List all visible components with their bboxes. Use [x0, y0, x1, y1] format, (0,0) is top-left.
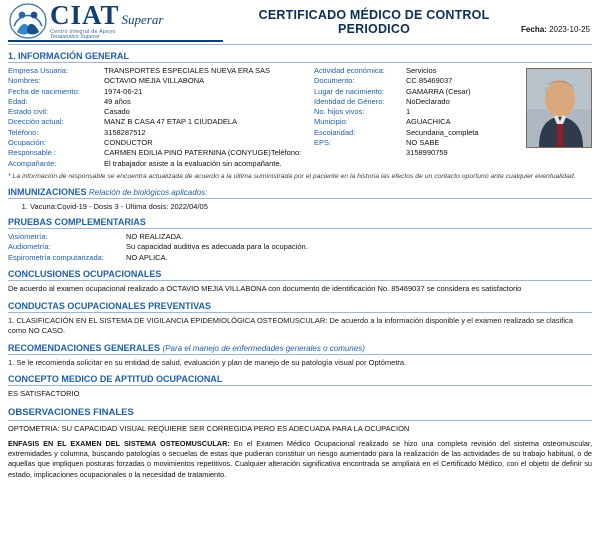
logo-subtitle-2: Terapéutico Superar — [50, 34, 100, 40]
observaciones-final-bold: ENFASIS EN EL EXAMEN DEL SISTEMA OSTEOMUSCULAR: — [8, 438, 230, 448]
conductas-list — [8, 316, 592, 337]
info-key: Teléfono: — [8, 127, 39, 137]
info-key: Ocupación: — [8, 138, 46, 148]
info-value: El trabajador asiste a la evaluación sin acompañante. — [104, 158, 282, 168]
logo-suffix: Superar — [121, 11, 164, 27]
section-conclusiones-title: CONCLUSIONES OCUPACIONALES — [8, 269, 162, 280]
section-concepto-rule — [8, 385, 592, 386]
patient-photo — [526, 68, 592, 148]
info-value: CONDUCTOR — [104, 138, 153, 148]
ciat-logo-icon — [8, 2, 48, 40]
section-recomendaciones-rule — [8, 354, 592, 355]
info-key: EPS: — [314, 138, 332, 148]
info-row — [314, 148, 520, 158]
general-info-right-column — [314, 66, 520, 169]
document-date — [521, 11, 592, 34]
observaciones-final-paragraph — [8, 439, 592, 480]
info-row — [314, 138, 520, 148]
section-observaciones-rule — [8, 420, 592, 421]
info-value: Servicios — [406, 66, 437, 75]
info-key: Fecha de nacimiento: — [8, 86, 80, 96]
section-inmunizaciones-title — [8, 187, 592, 197]
observaciones-final-rest: En el Examen Médico Ocupacional realizado se hizo una completa revisión del sistema osteomuscular, extremidades y columna, buscando patologías o secuelas de estas que pudieran constituir un riesgo aumentado para la realización de las actividades de su trabajo habitual, o de aquellas que impliquen posturas forzadas o movimientos repetitivos. Cualquier alteración significativa encontrada se ampliará en el Certificado Médico, con el objeto de definir su estado, implicaciones ocupacionales o la necesidad de tratamiento. — [8, 438, 592, 479]
info-row — [8, 138, 308, 148]
recomendaciones-list — [8, 358, 592, 369]
info-row — [314, 87, 520, 97]
info-value: NoDeclarado — [406, 96, 450, 106]
pruebas-row — [8, 253, 592, 264]
header-divider — [8, 44, 592, 45]
general-info-block — [8, 66, 592, 169]
section-general-info-title: 1. INFORMACIÓN GENERAL — [8, 51, 130, 61]
recomendaciones-note: (Para el manejo de enfermedades generales o comunes) — [162, 343, 365, 353]
info-key: Empresa Usuaria: — [8, 66, 69, 75]
info-row — [314, 76, 520, 86]
info-value: 1974-06-21 — [104, 86, 143, 96]
list-item: 1. Vacuna:Covid-19 - Dosis 3 - Ultima dosis: 2022/04/05 — [30, 202, 592, 211]
pruebas-row — [8, 232, 592, 243]
info-value: Casado — [104, 107, 130, 117]
info-key: Municipio: — [314, 117, 348, 127]
inmunizaciones-note: Relación de biológicos aplicados: — [89, 187, 208, 197]
info-key: Identidad de Género: — [314, 96, 385, 106]
info-key: Edad: — [8, 96, 28, 106]
info-key: Acompañante: — [8, 158, 57, 168]
info-value: 3158287512 — [104, 127, 146, 137]
document-header — [8, 0, 592, 42]
responsible-footnote: * La información de responsable se encuentra actualizada de acuerdo a la última suministrada por el paciente en la historia las efectos de un contacto oportuno ante cualquier eventualidad. — [8, 172, 576, 180]
logo-name: CIAT — [50, 0, 120, 30]
document-date-label: Fecha: — [521, 24, 547, 34]
info-value: TRANSPORTES ESPECIALES NUEVA ERA SAS — [104, 66, 271, 75]
section-general-info-rule — [8, 62, 592, 63]
info-value: 49 años — [104, 96, 131, 106]
info-key: Lugar de nacimiento: — [314, 86, 385, 96]
info-key — [314, 148, 406, 158]
info-key: Responsable : — [8, 148, 56, 158]
info-key: Escolaridad: — [314, 127, 356, 137]
logo — [8, 2, 223, 42]
info-row — [8, 107, 308, 117]
info-row — [314, 66, 520, 76]
section-inmunizaciones-rule — [8, 198, 592, 199]
info-key: No. hijos vivos: — [314, 107, 365, 117]
info-value: 1 — [406, 107, 411, 117]
info-row — [8, 76, 308, 86]
pruebas-value: Su capacidad auditiva es adecuada para la ocupación. — [126, 242, 308, 252]
info-key: Estado civil: — [8, 107, 49, 117]
section-observaciones-title: OBSERVACIONES FINALES — [8, 406, 134, 418]
concepto-text: ES SATISFACTORIO — [8, 389, 80, 399]
info-row — [8, 159, 308, 169]
info-row — [314, 107, 520, 117]
info-key: Actividad económica: — [314, 66, 385, 75]
info-row — [314, 97, 520, 107]
section-conclusiones-rule — [8, 280, 592, 281]
info-row — [8, 148, 308, 158]
info-key: Documento: — [314, 76, 355, 86]
info-row — [8, 117, 308, 127]
page-title: CERTIFICADO MÉDICO DE CONTROL PERIODICO — [258, 8, 490, 36]
inmunizaciones-title-text: INMUNIZACIONES — [8, 186, 87, 197]
info-row — [8, 66, 308, 76]
info-value: Secundaria_completa — [406, 127, 479, 137]
section-pruebas-rule — [8, 228, 592, 229]
pruebas-key: Visiometría: — [8, 231, 48, 241]
info-value: OCTAVIO MEJIA VILLABONA — [104, 76, 205, 86]
general-info-left-column — [8, 66, 308, 169]
info-row — [8, 87, 308, 97]
section-recomendaciones-title — [8, 343, 592, 353]
info-value: GAMARRA (Cesar) — [406, 86, 471, 96]
info-value: CC 85469037 — [406, 76, 453, 86]
info-value: NO SABE — [406, 138, 440, 148]
info-row — [8, 128, 308, 138]
info-row — [314, 128, 520, 138]
info-value: MANZ B CASA 47 ETAP 1 CIUDADELA — [104, 117, 238, 127]
section-conductas-title: CONDUCTAS OCUPACIONALES PREVENTIVAS — [8, 300, 212, 311]
list-item: 1. Se le recomienda solicitar en su entidad de salud, evaluación y plan de manejo de su patología visual por Optómetra. — [8, 357, 407, 367]
info-row — [8, 97, 308, 107]
section-conductas-rule — [8, 312, 592, 313]
vaccine-list — [8, 202, 592, 211]
document-date-value: 2023-10-25 — [549, 24, 590, 34]
logo-subtitle-1: Centro Integral de Apoyo — [50, 28, 116, 35]
section-pruebas-title: PRUEBAS COMPLEMENTARIAS — [8, 216, 146, 227]
info-key: Nombres: — [8, 76, 41, 86]
pruebas-value: NO REALIZADA. — [126, 231, 184, 241]
conclusiones-text: De acuerdo al examen ocupacional realizado a OCTAVIO MEJIA VILLABONA con documento de identificación No. 85469037 se considera es satisfactorio — [8, 284, 522, 294]
info-value: CARMEN EDILIA PINO PATERNINA (CONYUGE)Teléfono: — [104, 148, 302, 158]
list-item: 1. CLASIFICACIÓN EN EL SISTEMA DE VIGILANCIA EPIDEMIOLÓGICA OSTEOMUSCULAR: De acuerdo a la información disponible y el examen realizado se clasifica como NO CASO. — [8, 315, 573, 336]
pruebas-key: Audiometría: — [8, 242, 51, 252]
pruebas-key: Espirometría computarizada: — [8, 252, 104, 262]
pruebas-value: NO APLICA. — [126, 252, 168, 262]
info-row — [314, 117, 520, 127]
info-value: 3158990759 — [406, 148, 448, 158]
observaciones-optometria: OPTOMETRIA: SU CAPACIDAD VISUAL REQUIERE SER CORREGIDA PERO ES ADECUADA PARA LA OCUPACION — [8, 423, 410, 433]
recomendaciones-title-text: RECOMENDACIONES GENERALES — [8, 342, 161, 353]
info-key: Dirección actual: — [8, 117, 64, 127]
pruebas-row — [8, 242, 592, 253]
info-value: AGUACHICA — [406, 117, 451, 127]
section-concepto-title: CONCEPTO MEDICO DE APTITUD OCUPACIONAL — [8, 374, 223, 385]
